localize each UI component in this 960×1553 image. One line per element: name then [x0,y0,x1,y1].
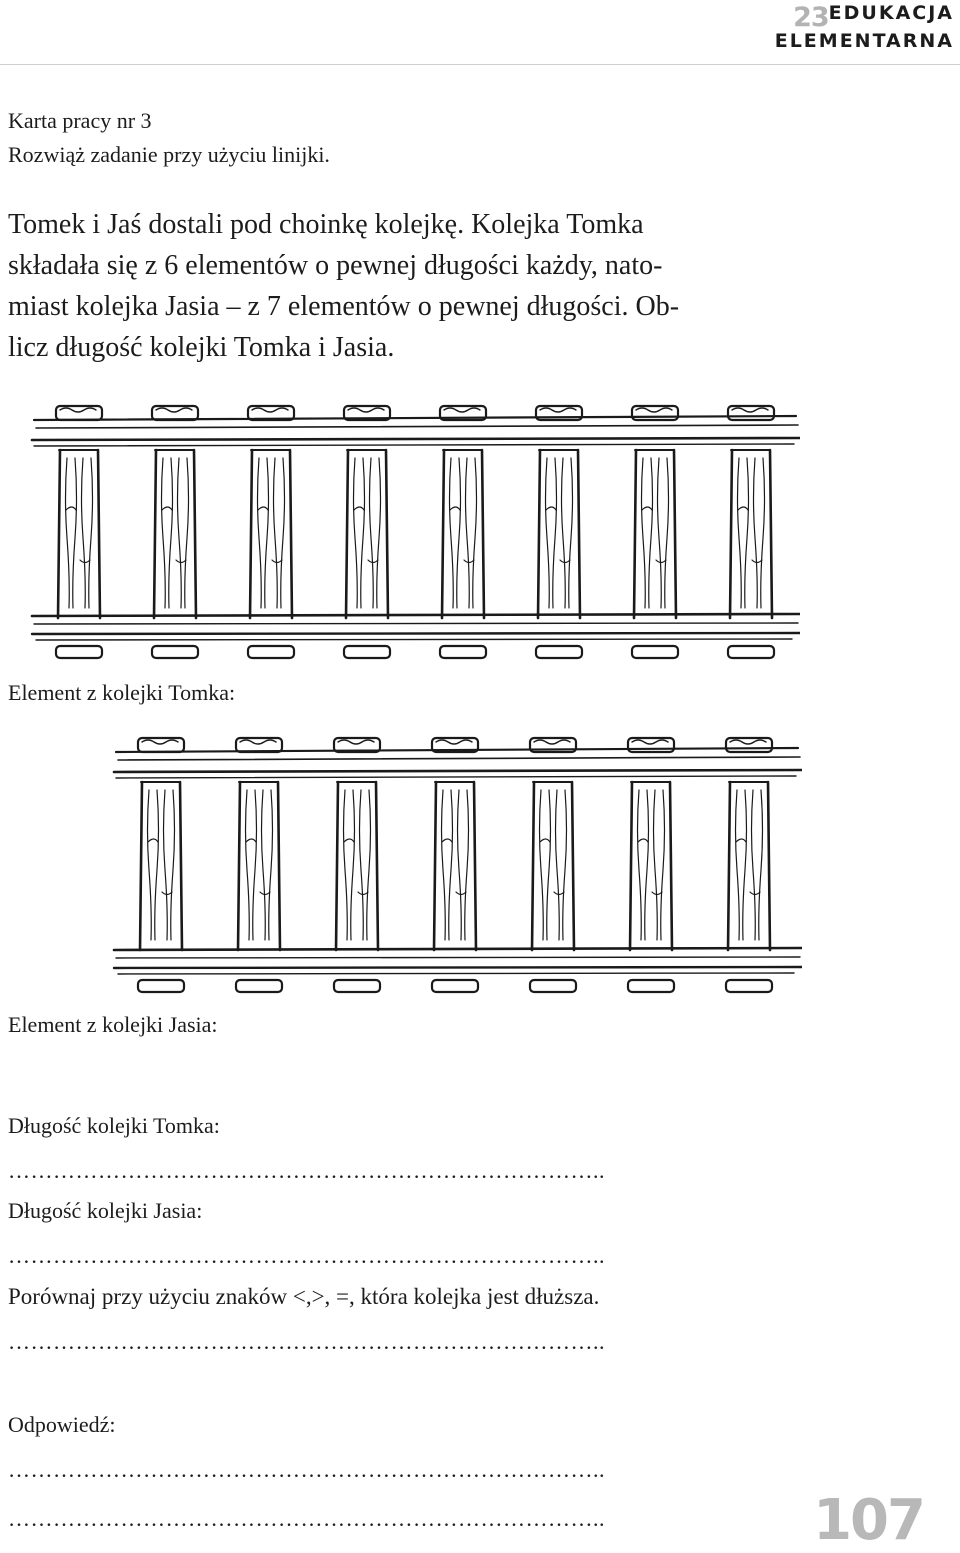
worksheet-instruction: Rozwiąż zadanie przy użyciu linijki. [8,142,330,167]
tomek-track-bottom-rail [32,614,800,640]
jas-track-sleeper [236,738,282,992]
magazine-header [775,4,954,51]
answer-line-2[interactable]: …………………………………………………………………….. [8,1506,605,1531]
tomek-track-sleeper [344,406,390,658]
answer-label: Odpowiedź: [8,1412,116,1437]
tomek-element-label: Element z kolejki Tomka: [8,680,236,705]
problem-line-4: licz długość kolejki Tomka i Jasia. [8,332,395,363]
tomek-track-sleeper [248,406,294,658]
tomek-track-sleeper [536,406,582,658]
header-divider [0,64,960,65]
issue-number: 23 [793,2,829,33]
jas-element-label: Element z kolejki Jasia: [8,1012,218,1037]
page-number: 107 [813,1488,924,1553]
tomek-track-element-drawing [30,398,800,668]
problem-line-2: składała się z 6 elementów o pewnej długości każdy, nato- [8,250,663,281]
jas-track-sleeper [138,738,184,992]
jas-length-answer-line[interactable]: …………………………………………………………………….. [8,1243,605,1268]
jas-track-sleeper [334,738,380,992]
tomek-track-sleeper [152,406,198,658]
jas-track-element-drawing [112,730,802,1002]
jas-track-bottom-rail [114,948,802,974]
tomek-track-sleeper [56,406,102,658]
problem-line-1: Tomek i Jaś dostali pod choinkę kolejkę. Kolejka Tomka [8,209,644,240]
tomek-track-sleeper [440,406,486,658]
problem-line-3: miast kolejka Jasia – z 7 elementów o pewnej długości. Ob- [8,291,680,322]
worksheet-title: Karta pracy nr 3 [8,108,152,133]
jas-length-label: Długość kolejki Jasia: [8,1198,203,1223]
compare-answer-line[interactable]: …………………………………………………………………….. [8,1329,605,1354]
compare-instruction: Porównaj przy użyciu znaków <,>, =, która kolejka jest dłuższa. [8,1284,600,1309]
magazine-title-line1: EDUKACJA [828,2,954,24]
jas-track-sleeper [432,738,478,992]
tomek-track-top-rail [32,416,800,446]
answer-line-1[interactable]: …………………………………………………………………….. [8,1457,605,1482]
tomek-length-label: Długość kolejki Tomka: [8,1113,220,1138]
tomek-length-answer-line[interactable]: …………………………………………………………………….. [8,1158,605,1183]
magazine-title-line2: ELEMENTARNA [774,30,954,52]
